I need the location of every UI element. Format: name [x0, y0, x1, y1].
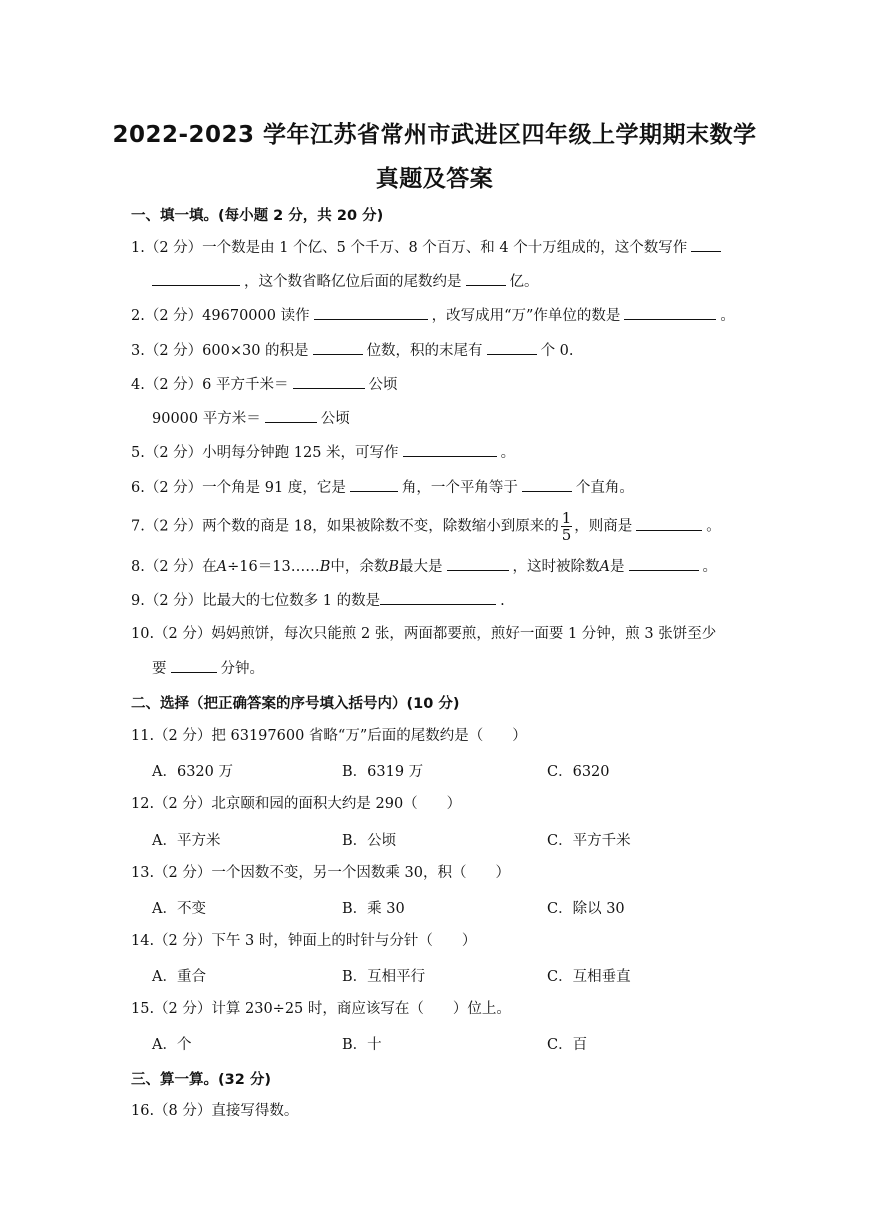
question-13: 13.（2 分）一个因数不变，另一个因数乘 30，积（ ） — [131, 865, 510, 881]
option-b[interactable]: B．乘 30 — [342, 901, 405, 917]
question-11: 11.（2 分）把 63197600 省略“万”后面的尾数约是（ ） — [131, 728, 527, 744]
question-9 — [131, 590, 505, 611]
answer-blank[interactable] — [487, 340, 537, 355]
answer-blank[interactable] — [380, 590, 496, 605]
question-4-text: 公顷 — [368, 377, 398, 393]
fraction-denominator: 5 — [561, 526, 572, 544]
fraction-numerator: 1 — [561, 509, 572, 527]
option-a[interactable]: A．个 — [152, 1037, 192, 1053]
variable-a: A — [216, 559, 228, 575]
question-2 — [131, 305, 735, 326]
question-10-text: 要 — [152, 661, 167, 677]
option-b[interactable]: B．十 — [342, 1037, 382, 1053]
question-16: 16.（8 分）直接写得数。 — [131, 1103, 299, 1119]
variable-b: B — [319, 559, 331, 575]
question-10 — [131, 624, 716, 644]
option-c[interactable]: C．互相垂直 — [547, 969, 631, 985]
answer-blank[interactable] — [313, 340, 363, 355]
question-8-text: 是 — [610, 559, 625, 575]
answer-blank[interactable] — [265, 408, 317, 423]
question-1-text: ，这个数省略亿位后面的尾数约是 — [244, 274, 462, 290]
question-10-text: 10.（2 分）妈妈煎饼，每次只能煎 2 张，两面都要煎，煎好一面要 1 分钟，煎 3 张饼至少 — [131, 626, 717, 642]
question-7-text: ，则商是 — [574, 518, 633, 535]
answer-blank[interactable] — [314, 305, 428, 320]
option-a[interactable]: A．重合 — [152, 969, 206, 985]
question-6-text: 个直角。 — [575, 480, 634, 496]
question-9-text: 9.（2 分）比最大的七位数多 1 的数是 — [131, 593, 381, 609]
answer-blank[interactable] — [171, 658, 217, 673]
question-4 — [131, 374, 398, 395]
question-3-text: 个 0. — [540, 343, 574, 359]
question-8-text: ，这时被除数 — [512, 559, 600, 575]
question-12: 12.（2 分）北京颐和园的面积大约是 290（ ） — [131, 796, 462, 812]
section-heading-choice: 二、选择（把正确答案的序号填入括号内）(10 分) — [131, 696, 460, 712]
question-8-text: ÷16＝13…… — [227, 559, 320, 575]
answer-blank[interactable] — [350, 477, 398, 492]
question-6-text: 角，一个平角等于 — [401, 480, 518, 496]
variable-b: B — [388, 559, 400, 575]
option-a[interactable]: A．6320 万 — [152, 764, 233, 780]
question-2-text: ，改写成用“万”作单位的数是 — [431, 308, 621, 324]
answer-blank[interactable] — [447, 556, 509, 571]
answer-blank[interactable] — [466, 271, 506, 286]
question-6 — [131, 477, 634, 498]
option-b[interactable]: B．公顷 — [342, 833, 397, 849]
answer-blank[interactable] — [403, 442, 497, 457]
question-8-text: 中，余数 — [330, 559, 389, 575]
option-c[interactable]: C．6320 — [547, 764, 610, 780]
question-8-text: 最大是 — [399, 559, 443, 575]
answer-blank[interactable] — [691, 237, 721, 252]
document-title-line1: 2022-2023 学年江苏省常州市武进区四年级上学期期末数学 — [112, 122, 757, 148]
question-1-text: 1.（2 分）一个数是由 1 个亿、5 个千万、8 个百万、和 4 个十万组成的，这个数写作 — [131, 240, 688, 256]
question-8-text: 8.（2 分）在 — [131, 559, 217, 575]
question-5 — [131, 442, 515, 463]
question-3-text: 位数，积的末尾有 — [366, 343, 483, 359]
question-4-part2 — [152, 408, 350, 429]
question-8-text: 。 — [702, 559, 718, 575]
option-a[interactable]: A．不变 — [152, 901, 206, 917]
option-b[interactable]: B．6319 万 — [342, 764, 424, 780]
question-3-text: 3.（2 分）600×30 的积是 — [131, 343, 309, 359]
document-title-line2: 真题及答案 — [375, 166, 494, 192]
question-14: 14.（2 分）下午 3 时，钟面上的时针与分针（ ） — [131, 933, 477, 949]
option-c[interactable]: C．平方千米 — [547, 833, 631, 849]
question-6-text: 6.（2 分）一个角是 91 度，它是 — [131, 480, 346, 496]
answer-blank[interactable] — [152, 271, 240, 286]
question-10-cont — [152, 658, 264, 679]
section-heading-fill: 一、填一填。(每小题 2 分，共 20 分) — [131, 208, 384, 224]
answer-blank[interactable] — [624, 305, 716, 320]
answer-blank[interactable] — [629, 556, 699, 571]
answer-blank[interactable] — [522, 477, 572, 492]
option-c[interactable]: C．除以 30 — [547, 901, 625, 917]
question-7-text: 7.（2 分）两个数的商是 18，如果被除数不变，除数缩小到原来的 — [131, 518, 559, 535]
variable-a: A — [599, 559, 611, 575]
option-b[interactable]: B．互相平行 — [342, 969, 426, 985]
question-15: 15.（2 分）计算 230÷25 时，商应该写在（ ）位上。 — [131, 1001, 511, 1017]
question-4-text: 90000 平方米＝ — [152, 411, 261, 427]
option-c[interactable]: C．百 — [547, 1037, 588, 1053]
question-8 — [131, 556, 717, 577]
question-1-cont — [152, 271, 539, 292]
answer-blank[interactable] — [293, 374, 365, 389]
question-2-text: 。 — [720, 308, 735, 324]
question-5-text: 。 — [500, 445, 516, 461]
answer-blank[interactable] — [636, 516, 702, 531]
question-4-text: 公顷 — [320, 411, 350, 427]
question-1-text: 亿。 — [509, 274, 539, 290]
question-2-text: 2.（2 分）49670000 读作 — [131, 308, 310, 324]
question-10-text: 分钟。 — [220, 661, 264, 677]
question-4-text: 4.（2 分）6 平方千米＝ — [131, 377, 289, 393]
fraction — [561, 510, 573, 543]
question-3 — [131, 340, 574, 361]
question-7-text: 。 — [706, 518, 721, 535]
question-1 — [131, 237, 725, 258]
question-5-text: 5.（2 分）小明每分钟跑 125 米，可写作 — [131, 445, 399, 461]
question-9-text: . — [500, 593, 505, 609]
option-a[interactable]: A．平方米 — [152, 833, 221, 849]
question-7 — [131, 510, 721, 543]
section-heading-calc: 三、算一算。(32 分) — [131, 1072, 271, 1088]
